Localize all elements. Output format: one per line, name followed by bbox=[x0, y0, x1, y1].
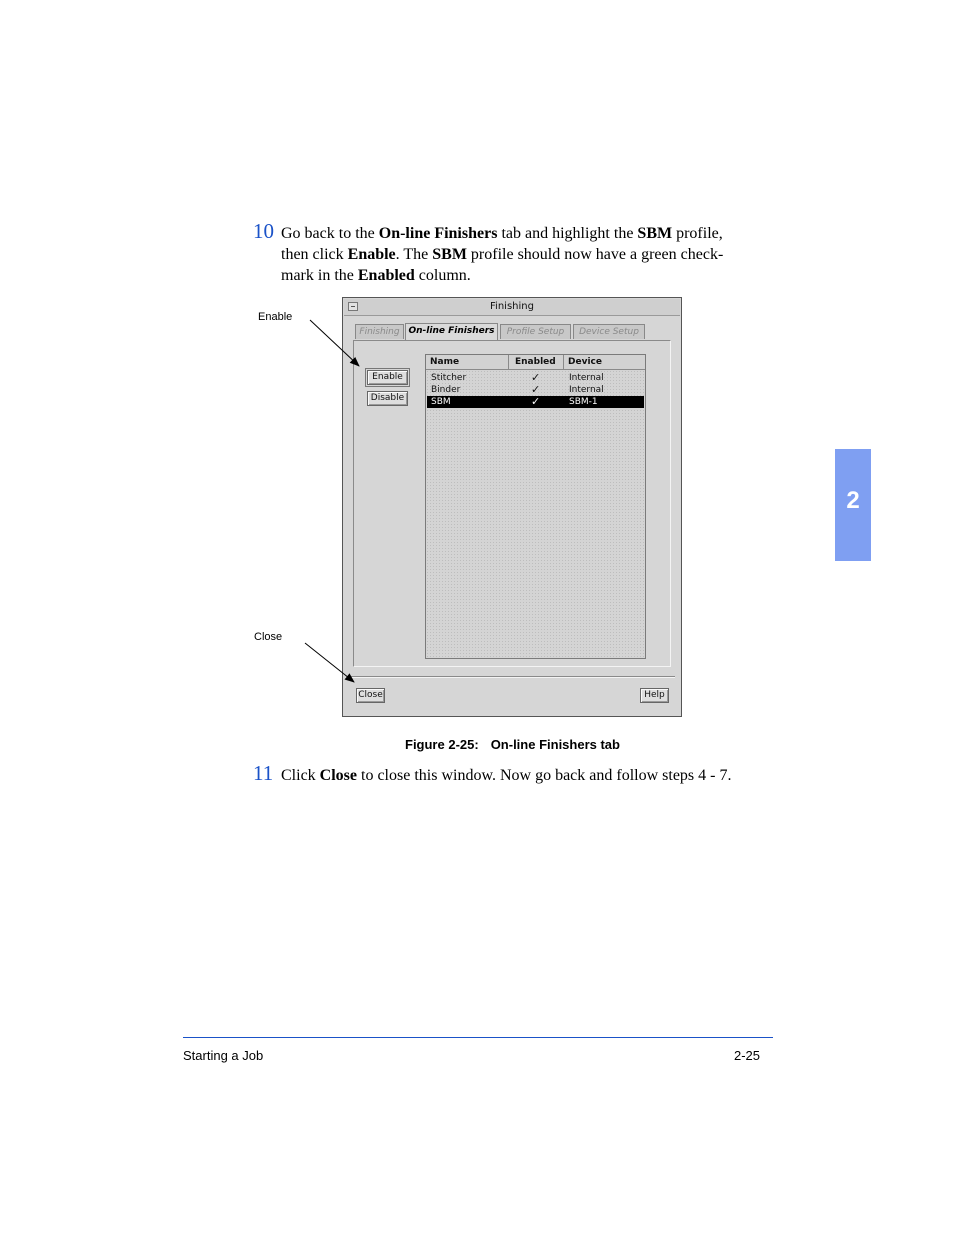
cell-device: Internal bbox=[569, 385, 604, 395]
step-number: 10 bbox=[253, 219, 274, 243]
footer-section-title: Starting a Job bbox=[183, 1048, 264, 1063]
close-button[interactable]: Close bbox=[356, 688, 385, 703]
bold-term: Enabled bbox=[357, 267, 415, 284]
step-number: 11 bbox=[253, 761, 274, 785]
bold-term: SBM bbox=[637, 225, 673, 242]
enable-arrow bbox=[310, 320, 359, 366]
window-title: Finishing bbox=[490, 301, 534, 312]
enable-callout-label: Enable bbox=[258, 311, 293, 323]
chapter-tab bbox=[835, 449, 871, 561]
tab-online-finishers[interactable]: On-line Finishers bbox=[405, 323, 498, 340]
tab-finishing[interactable]: Finishing bbox=[355, 324, 404, 339]
disable-button[interactable]: Disable bbox=[367, 391, 408, 406]
step-text bbox=[281, 765, 781, 786]
text-line: then click Enable. The SBM profile should now have a green check- bbox=[281, 246, 724, 263]
bold-term: Close bbox=[319, 767, 357, 784]
figure-caption bbox=[0, 737, 954, 752]
text-line: Go back to the On-line Finishers tab and highlight the SBM profile, bbox=[281, 225, 723, 242]
figure-number: Figure 2-25: bbox=[405, 737, 479, 752]
footer-rule bbox=[183, 1037, 773, 1038]
bold-term: SBM bbox=[432, 246, 467, 263]
cell-name: Stitcher bbox=[431, 373, 467, 383]
column-device[interactable]: Device bbox=[568, 357, 602, 367]
enable-button[interactable]: Enable bbox=[367, 370, 408, 385]
column-name[interactable]: Name bbox=[426, 355, 509, 369]
column-enabled[interactable]: Enabled bbox=[509, 355, 564, 369]
bold-term: On-line Finishers bbox=[378, 225, 498, 242]
text-line: mark in the Enabled column. bbox=[281, 267, 471, 284]
chapter-number: 2 bbox=[846, 487, 860, 514]
tab-device-setup[interactable]: Device Setup bbox=[573, 324, 645, 339]
cell-name: SBM bbox=[431, 397, 451, 407]
close-callout-label: Close bbox=[254, 631, 283, 643]
checkmark-icon: ✓ bbox=[531, 395, 541, 408]
text-line: Click Close to close this window. Now go back and follow steps 4 - 7. bbox=[281, 767, 732, 784]
tab-profile-setup[interactable]: Profile Setup bbox=[500, 324, 571, 339]
help-button[interactable]: Help bbox=[640, 688, 669, 703]
cell-name: Binder bbox=[431, 385, 461, 395]
footer-page-number: 2-25 bbox=[733, 1048, 760, 1063]
bold-term: Enable bbox=[347, 246, 396, 263]
checkmark-icon: ✓ bbox=[531, 371, 541, 384]
close-arrow bbox=[305, 643, 354, 682]
figure-title: On-line Finishers tab bbox=[490, 737, 620, 752]
checkmark-icon: ✓ bbox=[531, 383, 541, 396]
cell-device: SBM-1 bbox=[569, 397, 598, 407]
cell-device: Internal bbox=[569, 373, 604, 383]
